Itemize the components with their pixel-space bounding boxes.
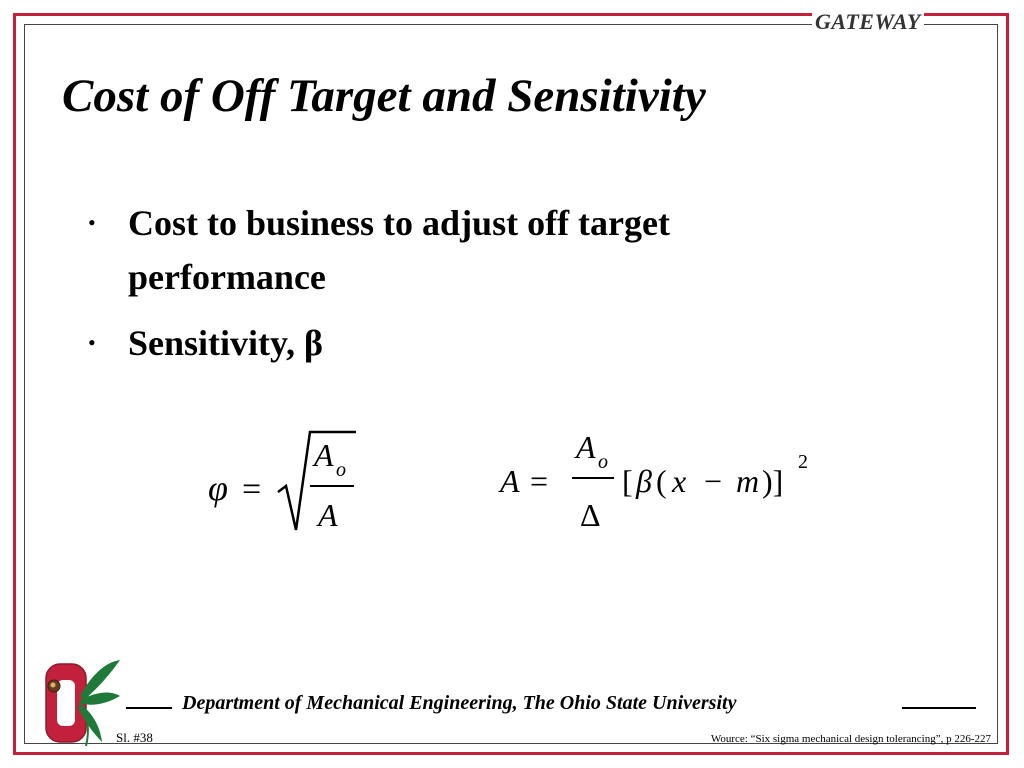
phi-equation (206, 426, 376, 538)
bullet-list (88, 196, 848, 382)
loss-lhs: A (500, 463, 520, 499)
department-footer: Department of Mechanical Engineering, The Ohio State University (182, 692, 737, 714)
bullet-text: Cost to business to adjust off target performance (128, 203, 670, 297)
loss-open-bracket: [ (622, 463, 633, 499)
loss-exponent: 2 (798, 451, 808, 473)
phi-equals: = (242, 471, 262, 508)
loss-numerator-subscript: o (598, 451, 608, 473)
loss-beta: β (636, 463, 652, 499)
bullet-text: Sensitivity, β (128, 323, 323, 363)
phi-denominator: A (318, 497, 338, 533)
slide-title: Cost of Off Target and Sensitivity (62, 70, 706, 122)
loss-denominator: Δ (580, 497, 601, 533)
loss-equals: = (530, 463, 549, 499)
phi-symbol: φ (208, 468, 228, 508)
loss-m: m (736, 463, 760, 499)
bullet-item (88, 316, 848, 370)
slide-inner-frame (24, 24, 998, 744)
loss-open-paren: ( (656, 463, 667, 499)
footer-rule-right (902, 707, 976, 709)
phi-numerator: A (314, 437, 334, 473)
loss-numerator: A (576, 429, 596, 465)
slide-number: Sl. #38 (116, 730, 153, 745)
loss-equation (498, 426, 818, 538)
bullet-item (88, 196, 848, 304)
footer-rule-left (126, 707, 172, 709)
bullet-icon: • (88, 210, 96, 235)
bullet-icon: • (88, 330, 96, 355)
source-note: Wource: “Six sigma mechanical design tolerancing”, p 226-227 (710, 733, 991, 745)
loss-x: x (672, 463, 687, 499)
osu-logo-icon (40, 656, 122, 748)
loss-minus: − (704, 463, 723, 499)
loss-close: )] (762, 463, 784, 499)
phi-numerator-subscript: o (336, 459, 346, 481)
gateway-badge: GATEWAY (812, 8, 924, 36)
